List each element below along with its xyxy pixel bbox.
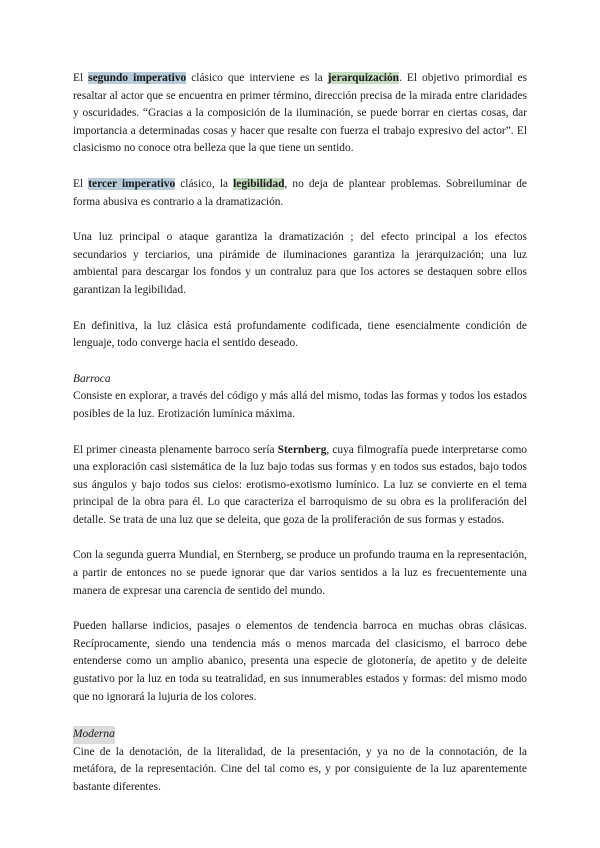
text-run: clásico, la [175, 177, 234, 190]
text-run: El [73, 72, 89, 84]
paragraph-en-definitiva: En definitiva, la luz clásica está profundamente codificada, tiene esencialmente condición de lenguaje, todo converge hacia el sentido deseado. [73, 319, 527, 350]
text-run: , cuya filmografía puede interpretarse como una exploración casi sistemática de la luz bajo todas sus formas y en todos sus estados, bajo todos sus ángulos y bajo todos sus cielos: erotismo-exotismo lumínico. La luz se convierte en el tema principal de la obra para él. Lo que caracteriza el barroquismo de su obra es la proliferación del detalle. Se trata de una luz que se deleita, que goza de la proliferación de sus formas y estados. [73, 443, 527, 526]
highlight-tercer-imperativo: tercer imperativo [88, 177, 176, 190]
text-run: El primer cineasta plenamente barroco sería [73, 443, 278, 456]
paragraph-sternberg [73, 442, 527, 530]
paragraph-indicios: Pueden hallarse indicios, pasajes o elementos de tendencia barroca en muchas obras clásicas. Recíprocamente, siendo una tendencia más o menos marcada del clasicismo, el barroco debe entenderse como un amplio abanico, presenta una especie de glotonería, de apetito y de deleite gustativo por la luz en toda su teatralidad, en sus innumerables estados y formas: del mismo modo que no ignorará la lujuria de los colores. [73, 620, 527, 703]
highlight-legibilidad: legibilidad [233, 177, 285, 190]
highlight-segundo-imperativo: segundo imperativo [88, 72, 187, 84]
paragraph-tercer-imperativo [73, 176, 527, 211]
section-barroca [73, 371, 527, 424]
section-title-barroca: Barroca [73, 372, 111, 385]
text-run: clásico que interviene es la [186, 72, 328, 84]
text-run: El [73, 177, 89, 190]
text-run: , no deja de plantear problemas. Sobreiluminar de forma abusiva es contrario a la dramatización. [73, 177, 527, 208]
highlight-jerarquizacion: jerarquización [327, 72, 400, 84]
paragraph-segundo-imperativo [73, 70, 527, 158]
paragraph-barroca-intro: Consiste en explorar, a través del código y más allá del mismo, todas las formas y todos los estados posibles de la luz. Erotización lumínica máxima. [73, 390, 527, 420]
bold-sternberg: Sternberg [277, 443, 327, 456]
paragraph-segunda-guerra: Con la segunda guerra Mundial, en Sternberg, se produce un profundo trauma en la representación, a partir de entonces no se puede ignorar que dar varios sentidos a la luz es frecuentemente una manera de expresar una carencia de sentido del mundo. [73, 549, 527, 597]
section-title-moderna: Moderna [73, 726, 115, 744]
paragraph-luz-principal: Una luz principal o ataque garantiza la dramatización ; del efecto principal a los efectos secundarios y terciarios, una pirámide de iluminaciones garantiza la jerarquización; una luz ambiental para descargar los fondos y un contraluz para que los actores se destaquen sobre ellos garantizan la legibilidad. [73, 231, 527, 296]
section-moderna [73, 724, 527, 796]
paragraph-moderna-intro: Cine de la denotación, de la literalidad, de la presentación, y ya no de la connotación, de la metáfora, de la representación. Cine del tal como es, y por consiguiente de la luz aparentemente bastante diferentes. [73, 745, 527, 793]
text-run: . El objetivo primordial es resaltar al actor que se encuentra en primer término, dirección precisa de la mirada entre claridades y oscuridades. “Gracias a la composición de la iluminación, se puede borrar en ciertas cosas, dar importancia a determinadas cosas y hacer que resalte con fuerza el trabajo expresivo del actor”. El clasicismo no conoce otra belleza que la que tiene un sentido. [73, 72, 528, 155]
